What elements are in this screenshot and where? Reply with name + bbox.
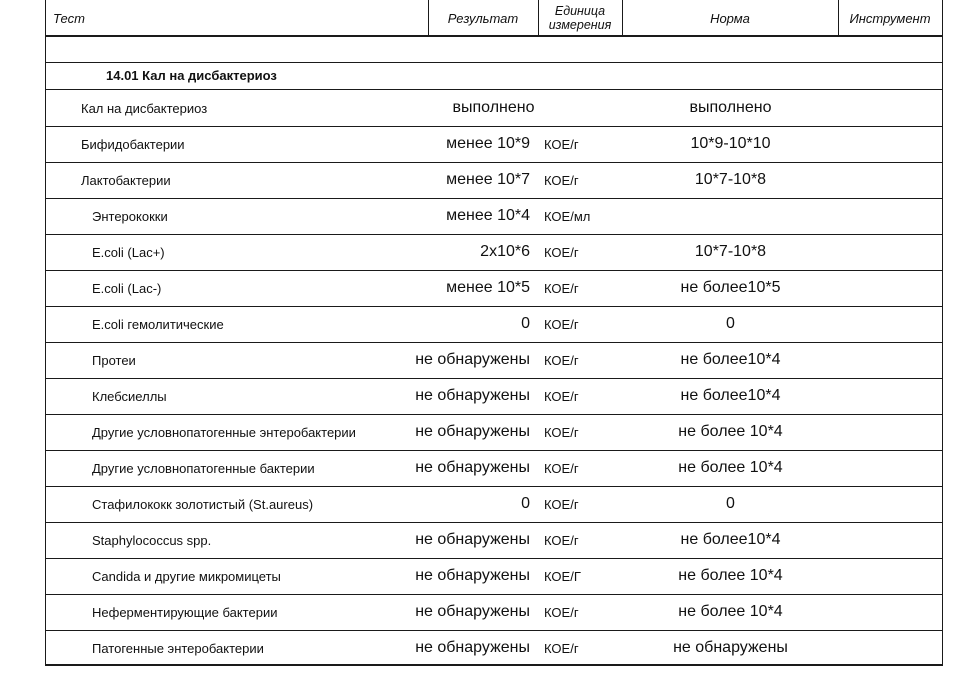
- row-norm: 10*7-10*8: [694, 243, 767, 260]
- table-row: [46, 414, 942, 450]
- row-norm: не более 10*4: [678, 603, 783, 620]
- row-test-name: E.coli (Lac+): [92, 244, 165, 260]
- row-norm: не более10*5: [680, 279, 781, 296]
- row-result: не обнаружены: [415, 351, 530, 368]
- header-test: Тест: [53, 10, 85, 26]
- row-unit: КОЕ/г: [544, 640, 579, 656]
- header-instrument: Инструмент: [849, 10, 931, 26]
- table-row: [46, 630, 942, 666]
- row-result: 2х10*6: [480, 243, 530, 260]
- row-unit: КОЕ/г: [544, 352, 579, 368]
- table-row: [46, 594, 942, 630]
- row-unit: КОЕ/г: [544, 424, 579, 440]
- row-test-name: Клебсиеллы: [92, 388, 167, 404]
- table-row: [46, 558, 942, 594]
- row-norm: не более10*4: [680, 531, 781, 548]
- row-test-name: Протеи: [92, 352, 136, 368]
- row-norm: не обнаружены: [673, 639, 788, 656]
- header-result: Результат: [447, 10, 519, 26]
- header-norm: Норма: [710, 10, 750, 26]
- row-norm: 0: [726, 315, 735, 332]
- table-row: [46, 378, 942, 414]
- row-norm: [623, 198, 838, 234]
- table-row: [46, 234, 942, 270]
- row-test-name: Лактобактерии: [81, 172, 171, 188]
- row-result: не обнаружены: [415, 387, 530, 404]
- table-row: [46, 522, 942, 558]
- table-row: [46, 162, 942, 198]
- row-test-name: Другие условнопатогенные энтеробактерии: [92, 424, 356, 440]
- row-norm: не более 10*4: [678, 567, 783, 584]
- section-title: 14.01 Кал на дисбактериоз: [106, 68, 277, 83]
- row-result: не обнаружены: [415, 603, 530, 620]
- row-unit: КОЕ/Г: [544, 568, 581, 584]
- row-test-name: Другие условнопатогенные бактерии: [92, 460, 315, 476]
- row-norm: 10*9-10*10: [690, 135, 771, 152]
- row-unit: КОЕ/г: [544, 604, 579, 620]
- row-result: выполнено: [452, 99, 535, 116]
- row-divider: [45, 664, 943, 666]
- row-result: менее 10*5: [446, 279, 530, 296]
- row-test-name: Бифидобактерии: [81, 136, 185, 152]
- table-row: [46, 486, 942, 522]
- row-test-name: Candida и другие микромицеты: [92, 568, 281, 584]
- header-unit-line2: измерения: [548, 18, 612, 32]
- row-test-name: Staphylococcus spp.: [92, 532, 212, 548]
- table-row: [46, 270, 942, 306]
- row-unit: КОЕ/г: [544, 316, 579, 332]
- row-test-name: Энтерококки: [92, 208, 168, 224]
- table-row: [46, 306, 942, 342]
- row-unit: КОЕ/г: [544, 280, 579, 296]
- blank-row-border: [45, 62, 943, 63]
- row-result: не обнаружены: [415, 567, 530, 584]
- row-unit: КОЕ/г: [544, 388, 579, 404]
- row-unit: КОЕ/г: [544, 172, 579, 188]
- row-norm: не более 10*4: [678, 459, 783, 476]
- row-test-name: Кал на дисбактериоз: [81, 100, 208, 116]
- row-result: менее 10*9: [446, 135, 530, 152]
- row-norm: 0: [726, 495, 735, 512]
- header-unit-line1: Единица: [554, 4, 606, 18]
- row-norm: не более10*4: [680, 387, 781, 404]
- row-result: не обнаружены: [415, 639, 530, 656]
- row-test-name: Патогенные энтеробактерии: [92, 640, 264, 656]
- row-result: менее 10*7: [446, 171, 530, 188]
- row-norm: не более10*4: [680, 351, 781, 368]
- table-right-border: [942, 0, 943, 666]
- row-test-name: Неферментирующие бактерии: [92, 604, 278, 620]
- row-result: не обнаружены: [415, 531, 530, 548]
- row-result: не обнаружены: [415, 459, 530, 476]
- row-unit: КОЕ/г: [544, 532, 579, 548]
- row-unit: КОЕ/г: [544, 244, 579, 260]
- row-result: 0: [521, 315, 530, 332]
- row-result: не обнаружены: [415, 423, 530, 440]
- table-row: [46, 90, 942, 126]
- row-test-name: E.coli (Lac-): [92, 280, 162, 296]
- table-row: [46, 126, 942, 162]
- row-test-name: Стафилококк золотистый (St.aureus): [92, 496, 314, 512]
- row-result: 0: [521, 495, 530, 512]
- row-result: менее 10*4: [446, 207, 530, 224]
- row-unit: КОЕ/мл: [544, 208, 591, 224]
- table-row: [46, 450, 942, 486]
- row-norm: не более 10*4: [678, 423, 783, 440]
- row-norm: выполнено: [689, 99, 772, 116]
- row-unit: КОЕ/г: [544, 136, 579, 152]
- header-unit: [538, 0, 622, 36]
- table-row: [46, 342, 942, 378]
- row-norm: 10*7-10*8: [694, 171, 767, 188]
- row-unit: КОЕ/г: [544, 460, 579, 476]
- row-test-name: E.coli гемолитические: [92, 316, 224, 332]
- table-row: [46, 198, 942, 234]
- row-unit: КОЕ/г: [544, 496, 579, 512]
